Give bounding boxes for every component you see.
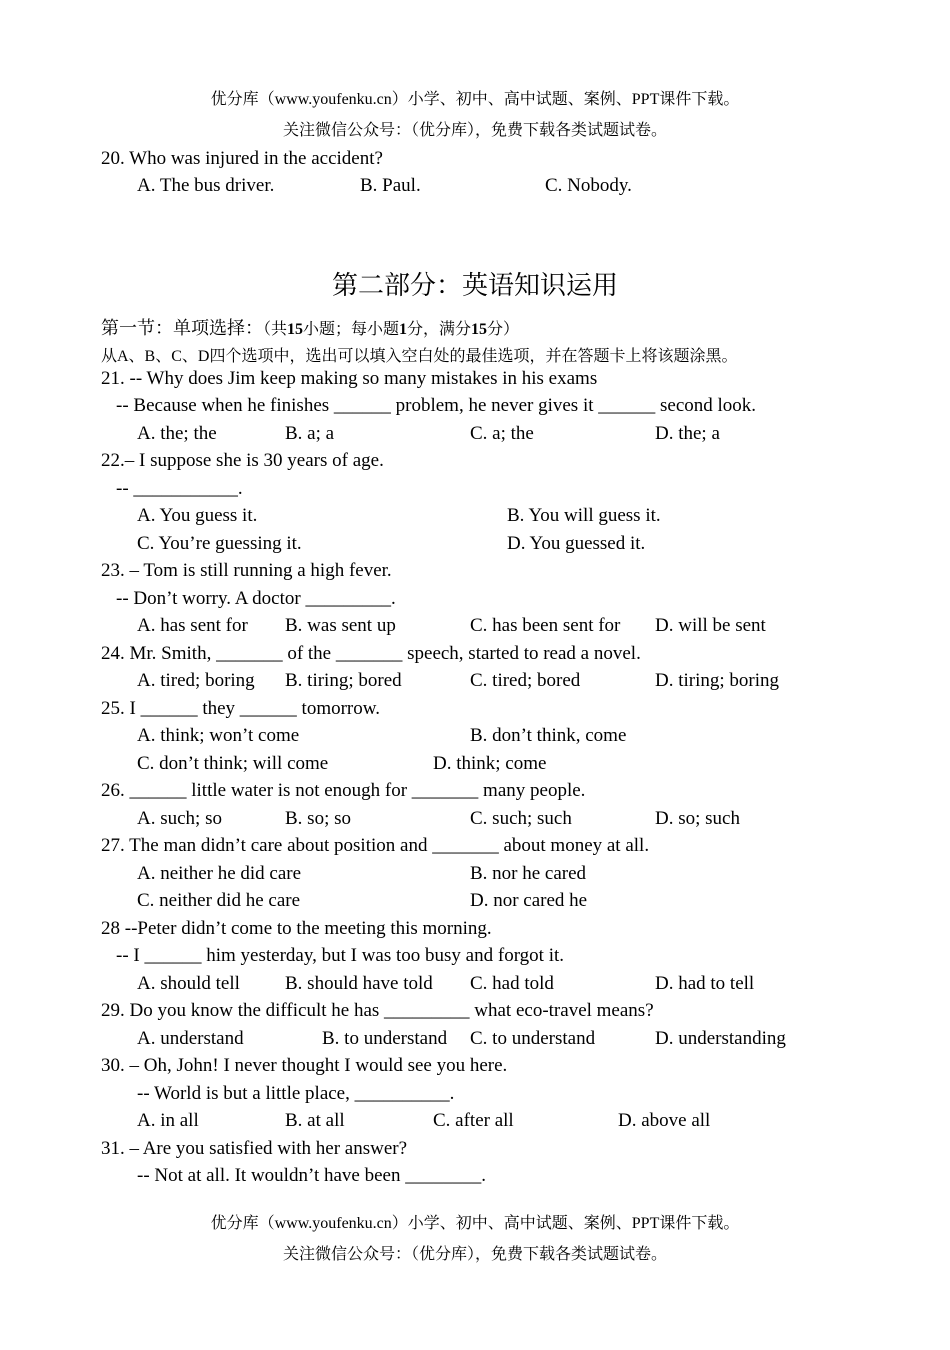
q22-stem: 22.– I suppose she is 30 years of age. bbox=[101, 450, 384, 471]
q24-option-c: C. tired; bored bbox=[470, 670, 581, 691]
q26-option-a: A. such; so bbox=[137, 808, 222, 829]
page-header-line-2: 关注微信公众号：（优分库），免费下载各类试题试卷。 bbox=[282, 122, 667, 139]
q27-option-b: B. nor he cared bbox=[470, 863, 587, 884]
q29-option-d: D. understanding bbox=[655, 1028, 786, 1049]
q30-option-c: C. after all bbox=[433, 1110, 514, 1131]
q30-option-b: B. at all bbox=[285, 1110, 345, 1131]
q28-option-d: D. had to tell bbox=[655, 973, 755, 994]
section-points-each: 1 bbox=[399, 321, 408, 338]
q30-option-a: A. in all bbox=[137, 1110, 199, 1131]
q29-stem: 29. Do you know the difficult he has _________ what eco-travel means? bbox=[101, 1000, 654, 1021]
q25-option-d: D. think; come bbox=[433, 753, 547, 774]
q26-option-d: D. so; such bbox=[655, 808, 740, 829]
q25-option-c: C. don’t think; will come bbox=[137, 753, 329, 774]
q27-stem: 27. The man didn’t care about position and _______ about money at all. bbox=[101, 835, 650, 856]
q23-stem: 23. – Tom is still running a high fever. bbox=[101, 560, 392, 581]
q31-stem: 31. – Are you satisfied with her answer? bbox=[101, 1138, 408, 1159]
section-heading-text-4: 分） bbox=[487, 321, 520, 338]
q28-stem: 28 --Peter didn’t come to the meeting this morning. bbox=[101, 918, 492, 939]
page-header-line-1: 优分库（www.youfenku.cn）小学、初中、高中试题、案例、PPT课件下载。 bbox=[210, 91, 740, 108]
section-question-count: 15 bbox=[287, 321, 304, 338]
q30-option-d: D. above all bbox=[618, 1110, 711, 1131]
q22-option-c: C. You’re guessing it. bbox=[137, 533, 302, 554]
q25-option-b: B. don’t think, come bbox=[470, 725, 627, 746]
q21-option-c: C. a; the bbox=[470, 423, 534, 444]
q21-option-d: D. the; a bbox=[655, 423, 720, 444]
q24-option-d: D. tiring; boring bbox=[655, 670, 780, 691]
q20-option-a: A. The bus driver. bbox=[137, 175, 275, 196]
q30-stem: 30. – Oh, John! I never thought I would see you here. bbox=[101, 1055, 508, 1076]
q28-option-b: B. should have told bbox=[285, 973, 433, 994]
page-footer-line-1: 优分库（www.youfenku.cn）小学、初中、高中试题、案例、PPT课件下载。 bbox=[210, 1215, 740, 1232]
section-heading-label: 第一节：单项选择： bbox=[101, 318, 263, 338]
q23-option-c: C. has been sent for bbox=[470, 615, 621, 636]
q26-option-b: B. so; so bbox=[285, 808, 351, 829]
q23-line2: -- Don’t worry. A doctor _________. bbox=[116, 588, 396, 609]
q29-option-b: B. to understand bbox=[322, 1028, 448, 1049]
q26-option-c: C. such; such bbox=[470, 808, 572, 829]
q21-line2: -- Because when he finishes ______ problem, he never gives it ______ second look. bbox=[116, 395, 757, 416]
q21-option-a: A. the; the bbox=[137, 423, 217, 444]
q29-option-a: A. understand bbox=[137, 1028, 244, 1049]
q24-stem: 24. Mr. Smith, _______ of the _______ speech, started to read a novel. bbox=[101, 643, 641, 664]
q20-stem: 20. Who was injured in the accident? bbox=[101, 148, 383, 169]
q22-line2: -- ___________. bbox=[116, 478, 243, 499]
q20-option-c: C. Nobody. bbox=[545, 175, 632, 196]
q20-option-b: B. Paul. bbox=[360, 175, 421, 196]
q23-option-d: D. will be sent bbox=[655, 615, 766, 636]
q21-stem: 21. -- Why does Jim keep making so many mistakes in his exams bbox=[101, 368, 598, 389]
q22-option-b: B. You will guess it. bbox=[507, 505, 661, 526]
q31-line2: -- Not at all. It wouldn’t have been ________. bbox=[137, 1165, 486, 1186]
q27-option-c: C. neither did he care bbox=[137, 890, 301, 911]
q23-option-a: A. has sent for bbox=[137, 615, 248, 636]
q24-option-a: A. tired; boring bbox=[137, 670, 255, 691]
section-total-points: 15 bbox=[471, 321, 488, 338]
q26-stem: 26. ______ little water is not enough for _______ many people. bbox=[101, 780, 586, 801]
q28-option-a: A. should tell bbox=[137, 973, 240, 994]
q27-option-a: A. neither he did care bbox=[137, 863, 302, 884]
q30-line2: -- World is but a little place, __________. bbox=[137, 1083, 455, 1104]
q22-option-d: D. You guessed it. bbox=[507, 533, 646, 554]
q25-option-a: A. think; won’t come bbox=[137, 725, 300, 746]
section-instruction: 从A、B、C、D四个选项中，选出可以填入空白处的最佳选项，并在答题卡上将该题涂黑。 bbox=[101, 348, 738, 365]
section-heading bbox=[101, 314, 519, 340]
q23-option-b: B. was sent up bbox=[285, 615, 396, 636]
q21-option-b: B. a; a bbox=[285, 423, 335, 444]
q29-option-c: C. to understand bbox=[470, 1028, 596, 1049]
q27-option-d: D. nor cared he bbox=[470, 890, 588, 911]
q28-option-c: C. had told bbox=[470, 973, 554, 994]
section-heading-text-1: （共 bbox=[263, 321, 288, 338]
q24-option-b: B. tiring; bored bbox=[285, 670, 402, 691]
page-footer-line-2: 关注微信公众号：（优分库），免费下载各类试题试卷。 bbox=[282, 1246, 667, 1263]
section-heading-text-2: 小题；每小题 bbox=[303, 321, 400, 338]
q22-option-a: A. You guess it. bbox=[137, 505, 258, 526]
section-heading-text-3: 分，满分 bbox=[407, 321, 472, 338]
q25-stem: 25. I ______ they ______ tomorrow. bbox=[101, 698, 380, 719]
part2-title: 第二部分：英语知识运用 bbox=[331, 271, 618, 300]
q28-line2: -- I ______ him yesterday, but I was too busy and forgot it. bbox=[116, 945, 565, 966]
